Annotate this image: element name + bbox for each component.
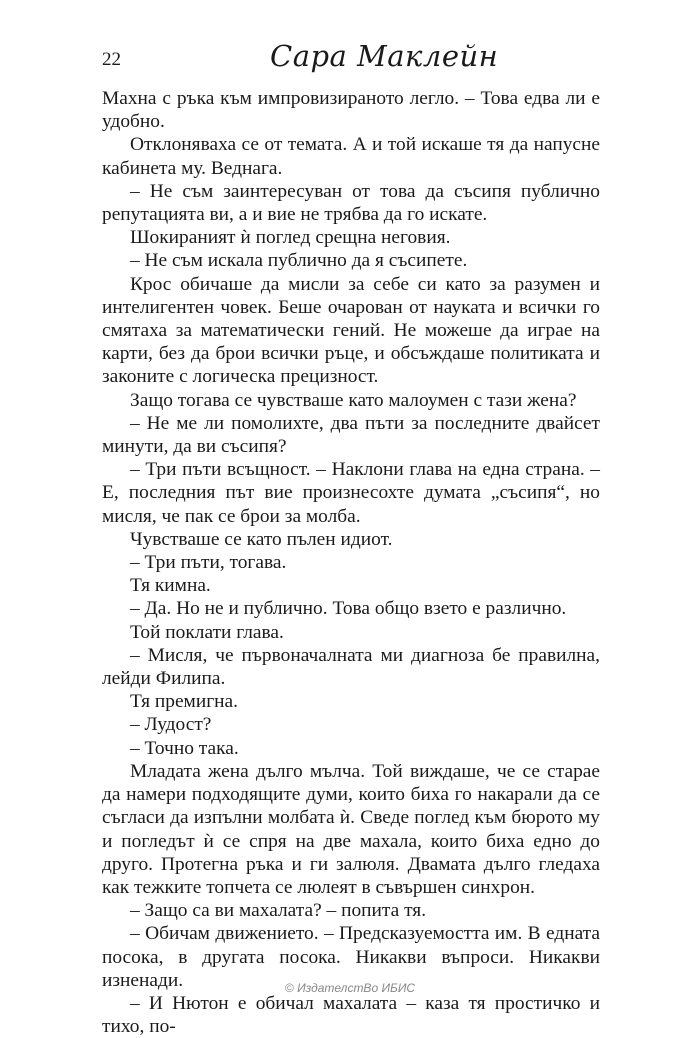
paragraph: – Не ме ли помолихте, два пъти за последните двайсет минути, да ви съсипя? bbox=[102, 412, 600, 458]
paragraph: – Лудост? bbox=[130, 714, 212, 736]
paragraph: Шокираният ѝ поглед срещна неговия. bbox=[130, 227, 451, 249]
paragraph: – И Нютон е обичал махалата – каза тя простичко и тихо, по- bbox=[102, 992, 600, 1038]
paragraph: Защо тогава се чувстваше като малоумен с тази жена? bbox=[130, 389, 577, 411]
paragraph: Чувстваше се като пълен идиот. bbox=[130, 528, 393, 550]
paragraph: Отклоняваха се от темата. А и той искаше тя да напусне кабинета му. Веднага. bbox=[102, 134, 600, 179]
running-head-author: Сара Маклейн bbox=[270, 39, 499, 73]
paragraph: – Защо са ви махалата? – попита тя. bbox=[130, 900, 427, 922]
paragraph: – Мисля, че първоначалната ми диагноза бе правилна, лейди Филипа. bbox=[102, 644, 600, 690]
paragraph: Тя кимна. bbox=[130, 575, 211, 597]
body-text bbox=[102, 87, 600, 1038]
paragraph: Той поклати глава. bbox=[130, 621, 284, 643]
paragraph: Крос обичаше да мисли за себе си като за разумен и интелигентен човек. Беше очарован от науката и всички го смятаха за математически гений. Не можеше да играе на карти, без да брои всички ръце, и обсъждаше политиката и законите с логическа прецизност. bbox=[102, 273, 600, 388]
paragraph: – Три пъти, тогава. bbox=[130, 552, 287, 574]
paragraph: Махна с ръка към импровизираното легло. – Това едва ли е удобно. bbox=[102, 88, 600, 133]
paragraph: Тя премигна. bbox=[130, 691, 238, 713]
page-number: 22 bbox=[102, 49, 121, 70]
publisher-copyright: © ИздателстВо ИБИС bbox=[284, 981, 416, 995]
paragraph: – Обичам движението. – Предсказуемостта им. В едната посока, в другата посока. Никакви въпроси. Никакви изненади. bbox=[102, 923, 600, 991]
paragraph: – Не съм искала публично да я съсипете. bbox=[130, 250, 468, 272]
paragraph: – Да. Но не и публично. Това общо взето е различно. bbox=[130, 598, 567, 620]
paragraph: Младата жена дълго мълча. Той виждаше, че се старае да намери подходящите думи, които биха го накарали да се съгласи да изпълни молбата ѝ. Сведе поглед към бюрото му и погледът ѝ се спря на две махала, които биха едно до друго. Протегна ръка и ги залюля. Двамата дълго гледаха как тежките топчета се люлеят в съвършен синхрон. bbox=[102, 760, 600, 898]
paragraph: – Не съм заинтересуван от това да съсипя публично репутацията ви, а и вие не трябва да го искате. bbox=[102, 180, 600, 226]
paragraph: – Три пъти всъщност. – Наклони глава на една страна. – Е, последния път вие произнесохте думата „съсипя“, но мисля, че пак се брои за молба. bbox=[102, 459, 600, 527]
paragraph: – Точно така. bbox=[130, 737, 239, 759]
